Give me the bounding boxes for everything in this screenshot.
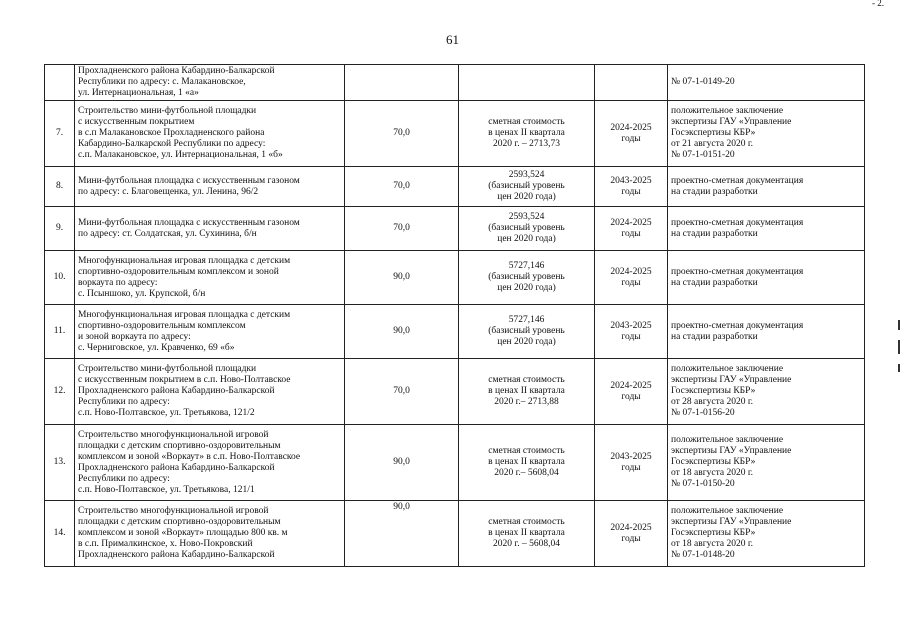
row-status-line: на стадии разработки <box>671 277 758 288</box>
row-status-line: экспертизы ГАУ «Управление <box>671 117 792 127</box>
row-name-line: Строительство мини-футбольной площадки <box>78 106 257 116</box>
row-number: 9. <box>45 207 75 251</box>
row-status-line: № 07-1-0151-20 <box>671 150 735 160</box>
row-years-line: 2024-2025 <box>610 522 652 533</box>
row-cost-line: (базисный уровень <box>488 181 565 191</box>
edge-marks <box>898 320 901 382</box>
row-name-line: воркаута по адресу: <box>78 277 158 288</box>
row-cost <box>459 305 595 359</box>
row-name-line: по адресу: с. Благовещенка, ул. Ленина, 96/2 <box>78 186 259 197</box>
row-status-line: Госэкспертизы КБР» <box>671 457 756 467</box>
row-years-line: годы <box>621 228 641 239</box>
row-cost-line: сметная стоимость <box>488 375 565 385</box>
row-years-line: годы <box>621 533 641 544</box>
row-name-line: комплексом и зоной «Воркаут» площадью 800 кв. м <box>78 528 288 538</box>
corner-mark: - 2. <box>872 0 884 8</box>
row-cost-line: 2020 г.– 2713,88 <box>494 397 559 407</box>
table-row <box>45 251 865 305</box>
row-name <box>75 425 345 501</box>
row-cost-line: в ценах II квартала <box>488 528 565 538</box>
row-status-line: № 07-1-0150-20 <box>671 479 735 489</box>
row-name-line: с. Псыншоко, ул. Крупской, б/н <box>78 288 206 299</box>
row-status-line: Госэкспертизы КБР» <box>671 128 756 138</box>
row-status-line: положительное заключение <box>671 435 784 445</box>
row-cost-line: сметная стоимость <box>488 446 565 456</box>
row-name <box>75 167 345 207</box>
row-status <box>668 65 865 101</box>
row-number: 13. <box>45 425 75 501</box>
row-area: 90,0 <box>345 501 459 567</box>
row-name-line: в с.п Малакановское Прохладненского района <box>78 128 265 138</box>
row-name-line: по адресу: ст. Солдатская, ул. Сухинина, б/н <box>78 228 257 239</box>
row-name-line: площадки с детским спортивно-оздоровительным <box>78 517 281 527</box>
row-name-line: Кабардино-Балкарской Республики по адресу: <box>78 139 266 149</box>
row-cost-line: в ценах II квартала <box>488 386 565 396</box>
row-name-line: спортивно-оздоровительным комплексом <box>78 320 246 331</box>
row-status-line: проектно-сметная документация <box>671 175 804 186</box>
row-years-line: годы <box>621 186 641 197</box>
row-name-line: Республики по адресу: <box>78 397 170 407</box>
projects-table <box>44 64 865 567</box>
row-name-line: Республики по адресу: <box>78 473 170 484</box>
row-cost <box>459 207 595 251</box>
row-name-line: с.п. Малакановское, ул. Интернациональная, 1 «б» <box>78 150 283 160</box>
row-name-line: Строительство многофункциональной игровой <box>78 506 269 516</box>
row-name <box>75 359 345 425</box>
row-status <box>668 425 865 501</box>
table-row <box>45 65 865 101</box>
row-name-line: Прохладненского района Кабардино-Балкарской <box>78 462 275 473</box>
row-status <box>668 207 865 251</box>
row-number <box>45 65 75 101</box>
row-years <box>595 207 668 251</box>
row-cost-line: (базисный уровень <box>488 326 565 336</box>
row-name-line: спортивно-оздоровительным комплексом и зоной <box>78 266 279 277</box>
row-status-line: положительное заключение <box>671 506 784 516</box>
row-cost-line: цен 2020 года) <box>497 337 556 347</box>
row-status-line: № 07-1-0156-20 <box>671 408 735 418</box>
row-cost-line: 2020 г. – 5608,04 <box>493 539 560 549</box>
row-cost-line: 2593,524 <box>508 212 545 222</box>
row-number: 8. <box>45 167 75 207</box>
row-years <box>595 359 668 425</box>
row-name-line: в с.п. Прималкинское, х. Ново-Покровский <box>78 539 253 549</box>
row-status <box>668 101 865 167</box>
row-years <box>595 425 668 501</box>
row-years-line: 2043-2025 <box>610 175 652 186</box>
row-status-line: экспертизы ГАУ «Управление <box>671 446 792 456</box>
row-name-line: площадки с детским спортивно-оздоровительным <box>78 440 281 451</box>
row-number: 12. <box>45 359 75 425</box>
row-status <box>668 251 865 305</box>
row-cost-line: (базисный уровень <box>488 272 565 282</box>
row-status-line: от 18 августа 2020 г. <box>671 468 754 478</box>
row-status-line: от 18 августа 2020 г. <box>671 539 754 549</box>
row-number: 7. <box>45 101 75 167</box>
row-name-line: с.п. Ново-Полтавское, ул. Третьякова, 121/1 <box>78 484 255 495</box>
row-name-line: Мини-футбольная площадка с искусственным газоном <box>78 175 300 186</box>
row-name <box>75 101 345 167</box>
row-status-line: № 07-1-0149-20 <box>671 77 735 87</box>
row-cost <box>459 425 595 501</box>
row-name-line: Строительство мини-футбольной площадки <box>78 364 257 374</box>
row-cost-line: (базисный уровень <box>488 223 565 233</box>
row-status-line: на стадии разработки <box>671 228 758 239</box>
row-status-line: проектно-сметная документация <box>671 320 804 331</box>
table-row <box>45 359 865 425</box>
row-name <box>75 65 345 101</box>
row-status-line: положительное заключение <box>671 364 784 374</box>
row-cost-line: 2593,524 <box>508 170 545 180</box>
row-name-line: с искусственным покрытием <box>78 117 195 127</box>
row-status-line: экспертизы ГАУ «Управление <box>671 517 792 527</box>
row-name-line: Мини-футбольная площадка с искусственным газоном <box>78 217 300 228</box>
row-status-line: экспертизы ГАУ «Управление <box>671 375 792 385</box>
row-name-line: Строительство многофункциональной игровой <box>78 429 269 440</box>
row-name-line: Прохладненского района Кабардино-Балкарской <box>78 66 275 76</box>
table-row <box>45 167 865 207</box>
row-number: 10. <box>45 251 75 305</box>
row-years-line: 2024-2025 <box>610 380 652 391</box>
row-years <box>595 501 668 567</box>
row-years-line: годы <box>621 331 641 342</box>
row-status-line: Госэкспертизы КБР» <box>671 386 756 396</box>
row-status <box>668 305 865 359</box>
row-area: 90,0 <box>345 305 459 359</box>
row-area: 70,0 <box>345 359 459 425</box>
row-years-line: 2024-2025 <box>610 266 652 277</box>
page-number: 61 <box>446 32 459 47</box>
row-status-line: на стадии разработки <box>671 186 758 197</box>
row-name-line: Прохладненского района Кабардино-Балкарской <box>78 550 275 560</box>
row-name-line: Многофункциональная игровая площадка с детским <box>78 309 291 320</box>
row-area <box>345 65 459 101</box>
row-area: 70,0 <box>345 207 459 251</box>
row-years-line: 2024-2025 <box>610 217 652 228</box>
table-row <box>45 501 865 567</box>
row-cost-line: цен 2020 года) <box>497 192 556 202</box>
row-cost-line: цен 2020 года) <box>497 283 556 293</box>
row-status-line: от 28 августа 2020 г. <box>671 397 754 407</box>
row-number: 11. <box>45 305 75 359</box>
row-status <box>668 167 865 207</box>
row-years-line: 2024-2025 <box>610 122 652 133</box>
row-status-line: проектно-сметная документация <box>671 266 804 277</box>
row-area: 70,0 <box>345 167 459 207</box>
row-name-line: с.п. Ново-Полтавское, ул. Третьякова, 121/2 <box>78 408 255 418</box>
row-cost <box>459 251 595 305</box>
row-years-line: годы <box>621 462 641 473</box>
row-name-line: комплексом и зоной «Воркаут» в с.п. Ново-Полтавское <box>78 451 301 462</box>
row-area: 90,0 <box>345 251 459 305</box>
row-cost-line: 5727,146 <box>508 261 545 271</box>
row-cost <box>459 359 595 425</box>
row-status <box>668 359 865 425</box>
row-name-line: Прохладненского района Кабардино-Балкарской <box>78 386 275 396</box>
row-years-line: годы <box>621 391 641 402</box>
row-cost <box>459 501 595 567</box>
row-status-line: на стадии разработки <box>671 331 758 342</box>
row-name-line: с. Черниговское, ул. Кравченко, 69 «б» <box>78 342 235 353</box>
row-cost-line: цен 2020 года) <box>497 234 556 244</box>
row-cost <box>459 101 595 167</box>
row-status <box>668 501 865 567</box>
row-years <box>595 305 668 359</box>
table-row <box>45 207 865 251</box>
row-name <box>75 305 345 359</box>
row-number: 14. <box>45 501 75 567</box>
row-years <box>595 101 668 167</box>
row-status-line: положительное заключение <box>671 106 784 116</box>
row-cost-line: 2020 г. – 2713,73 <box>493 139 560 149</box>
row-status-line: № 07-1-0148-20 <box>671 550 735 560</box>
row-cost-line: в ценах II квартала <box>488 128 565 138</box>
row-years-line: 2043-2025 <box>610 451 652 462</box>
row-area: 70,0 <box>345 101 459 167</box>
table-row <box>45 425 865 501</box>
row-name-line: Многофункциональная игровая площадка с детским <box>78 255 291 266</box>
row-years <box>595 167 668 207</box>
row-name <box>75 251 345 305</box>
table-row <box>45 305 865 359</box>
row-name <box>75 501 345 567</box>
table-row <box>45 101 865 167</box>
row-years <box>595 251 668 305</box>
row-years-line: годы <box>621 277 641 288</box>
row-status-line: Госэкспертизы КБР» <box>671 528 756 538</box>
row-status-line: от 21 августа 2020 г. <box>671 139 754 149</box>
row-cost-line: в ценах II квартала <box>488 457 565 467</box>
row-area: 90,0 <box>345 425 459 501</box>
row-name-line: Республики по адресу: с. Малакановское, <box>78 77 246 87</box>
row-cost-line: 5727,146 <box>508 315 545 325</box>
row-cost <box>459 65 595 101</box>
row-name-line: и зоной воркаута по адресу: <box>78 331 191 342</box>
row-cost <box>459 167 595 207</box>
row-cost-line: 2020 г.– 5608,04 <box>494 468 559 478</box>
row-status-line: проектно-сметная документация <box>671 217 804 228</box>
row-cost-line: сметная стоимость <box>488 117 565 127</box>
row-years-line: годы <box>621 133 641 144</box>
row-years <box>595 65 668 101</box>
row-name-line: с искусственным покрытием в с.п. Ново-Полтавское <box>78 375 291 385</box>
row-cost-line: сметная стоимость <box>488 517 565 527</box>
row-name <box>75 207 345 251</box>
table-body <box>45 65 865 567</box>
row-years-line: 2043-2025 <box>610 320 652 331</box>
row-name-line: ул. Интернациональная, 1 «а» <box>78 88 199 98</box>
